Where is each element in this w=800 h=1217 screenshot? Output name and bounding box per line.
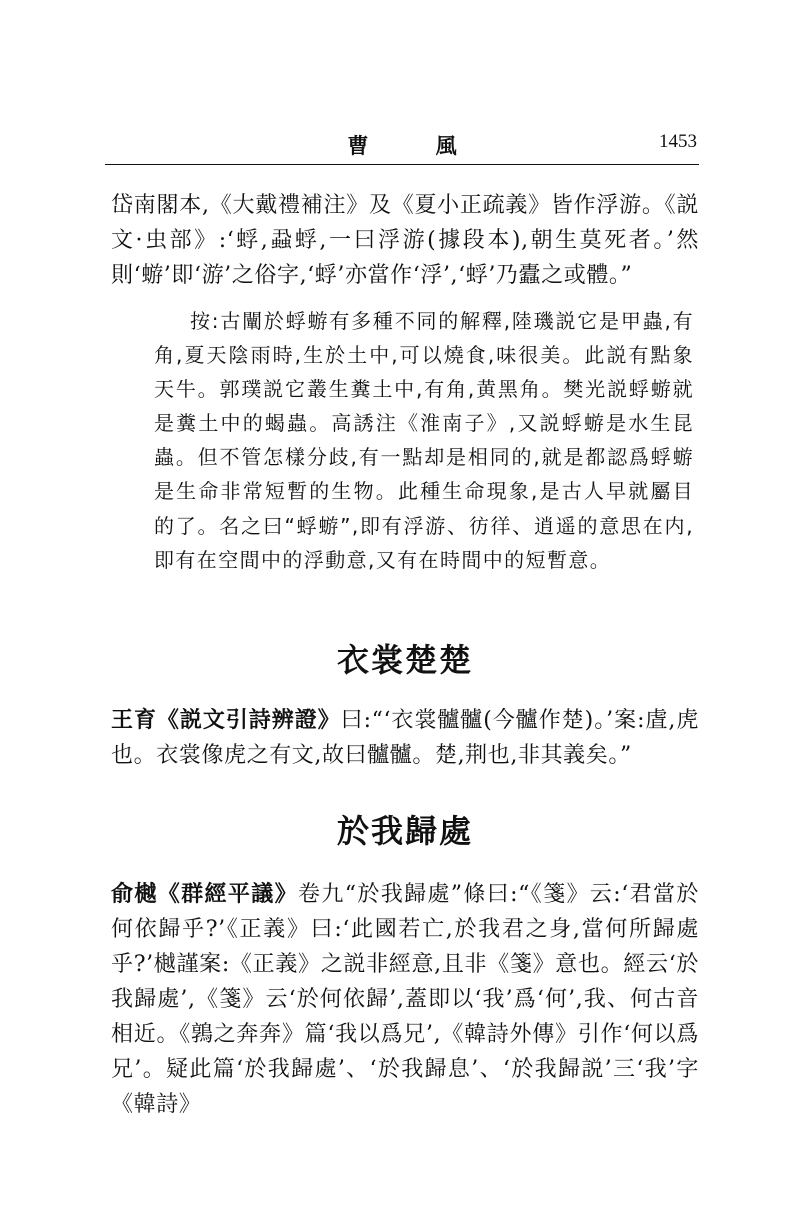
page-header <box>107 130 697 162</box>
body-paragraph: 岱南閣本,《大戴禮補注》及《夏小正疏義》皆作浮游。《説文·虫部》:‘蜉,蝨蜉,一曰浮游(據段本),朝生莫死者。’然則‘蝣’即‘游’之俗字,‘蜉’亦當作‘浮’,‘蜉’乃蠹之或體。” <box>111 193 699 288</box>
section-paragraph <box>111 703 699 773</box>
section-paragraph <box>111 877 699 1122</box>
citation-text: 卷九“於我歸處”條曰:“《箋》云:‘君當於何依歸乎?’《正義》曰:‘此國若亡,於我君之身,當何所歸處乎?’樾謹案:《正義》之説非經意,且非《箋》意也。經云‘於我歸處’,《箋》云‘於何依歸’,蓋即以‘我’爲‘何’,我、何古音相近。《鶉之奔奔》篇‘我以爲兄’,《韓詩外傳》引作‘何以爲兄’。疑此篇‘於我歸處’、‘於我歸息’、‘於我歸説’三‘我’字《韓詩》 <box>111 882 699 1117</box>
header-rule <box>105 164 699 165</box>
commentary-note: 按:古闡於蜉蝣有多種不同的解釋,陸璣説它是甲蟲,有角,夏天陰雨時,生於土中,可以燒食,味很美。此説有點象天牛。郭璞説它叢生糞土中,有角,黄黑角。樊光説蜉蝣就是糞土中的蝎蟲。高誘注《淮南子》,又説蜉蝣是水生昆蟲。但不管怎樣分歧,有一點却是相同的,就是都認爲蜉蝣是生命非常短暫的生物。此種生命現象,是古人早就屬目的了。名之曰“蜉蝣”,即有浮游、彷徉、逍遥的意思在内,即有在空間中的浮動意,又有在時間中的短暫意。 <box>154 309 694 572</box>
section-heading: 衣裳楚楚 <box>336 641 473 679</box>
cited-work: 王育《説文引詩辨證》 <box>111 708 341 733</box>
section-heading: 於我歸處 <box>336 812 473 850</box>
page-number: 1453 <box>659 131 697 152</box>
citation-text: 曰:“‘衣裳髗髗(今髗作楚)。’案:虘,虎也。衣裳像虎之有文,故曰髗髗。楚,荆也,非其義矣。” <box>111 708 699 768</box>
cited-work: 俞樾《群經平議》 <box>111 882 298 907</box>
running-title: 曹 風 <box>347 133 487 158</box>
